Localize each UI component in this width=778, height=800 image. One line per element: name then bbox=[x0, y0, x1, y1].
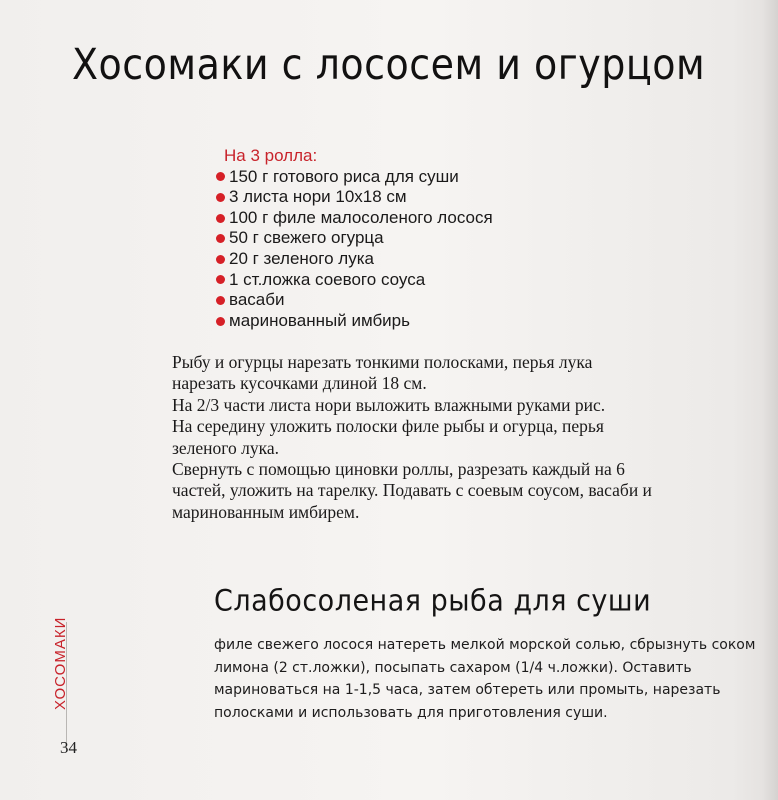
ingredients-block bbox=[216, 146, 493, 331]
ingredient-item: васаби bbox=[216, 290, 493, 311]
ingredient-item: маринованный имбирь bbox=[216, 311, 493, 332]
method-step: Свернуть с помощью циновки роллы, разрезать каждый на 6 частей, уложить на тарелку. Подавать с соевым соусом, васаби и маринованным имбирем. bbox=[172, 459, 652, 522]
bullet-icon bbox=[216, 172, 225, 181]
ingredient-list bbox=[216, 167, 493, 332]
page-number: 34 bbox=[60, 738, 77, 757]
section-note: филе свежего лосося натереть мелкой морской солью, сбрызнуть соком лимона (2 ст.ложки), посыпать сахаром (1/4 ч.ложки). Оставить мариноваться на 1-1,5 часа, затем обтереть или промыть, нарезать полосками и использовать для приготовления суши. bbox=[214, 637, 756, 721]
ingredient-item: 100 г филе малосоленого лосося bbox=[216, 208, 493, 229]
section-subtitle: Слабосоленая рыба для суши bbox=[214, 584, 652, 619]
bullet-icon bbox=[216, 214, 225, 223]
ingredient-item: 50 г свежего огурца bbox=[216, 228, 493, 249]
method-step: На середину уложить полоски филе рыбы и огурца, перья зеленого лука. bbox=[172, 416, 604, 458]
chapter-side-label: ХОСОМАКИ bbox=[52, 616, 69, 710]
ingredient-item: 3 листа нори 10х18 см bbox=[216, 187, 493, 208]
method-text bbox=[172, 352, 652, 523]
ingredient-item: 20 г зеленого лука bbox=[216, 249, 493, 270]
yield-label: На 3 ролла: bbox=[224, 146, 318, 165]
bullet-icon bbox=[216, 234, 225, 243]
recipe-title: Хосомаки с лососем и огурцом bbox=[72, 40, 706, 90]
ingredient-item: 1 ст.ложка соевого соуса bbox=[216, 270, 493, 291]
bullet-icon bbox=[216, 317, 225, 326]
method-step: Рыбу и огурцы нарезать тонкими полосками, перья лука нарезать кусочками длиной 18 см. bbox=[172, 352, 593, 394]
bullet-icon bbox=[216, 275, 225, 284]
bullet-icon bbox=[216, 296, 225, 305]
method-step: На 2/3 части листа нори выложить влажными руками рис. bbox=[172, 394, 606, 415]
bullet-icon bbox=[216, 193, 225, 202]
bullet-icon bbox=[216, 255, 225, 264]
ingredient-item: 150 г готового риса для суши bbox=[216, 167, 493, 188]
page-fold-shadow bbox=[762, 0, 778, 800]
